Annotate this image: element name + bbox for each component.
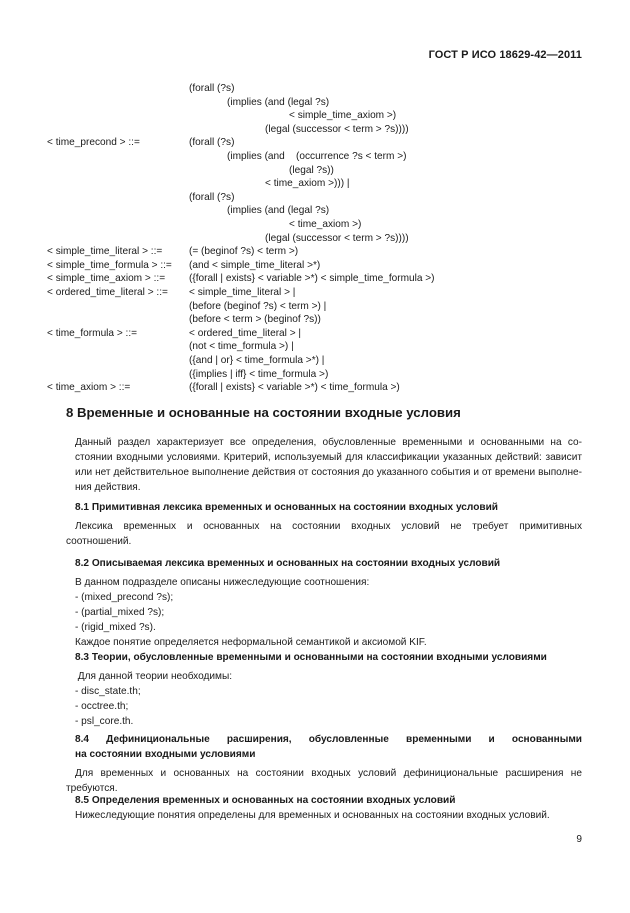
body-line: - (partial_mixed ?s);	[75, 607, 165, 618]
grammar-rule-body: (= (beginof ?s) < term >)	[189, 246, 299, 258]
section-8-title: 8 Временные и основанные на состоянии входные условия	[66, 405, 461, 420]
section-8-3-title: 8.3 Теории, обусловленные временными и основанными на состоянии входными условиями	[75, 652, 547, 663]
grammar-rule-name: < simple_time_literal > ::=	[47, 246, 163, 258]
grammar-rule-body: (legal (successor < term > ?s))))	[265, 123, 409, 135]
section-8-1-title: 8.1 Примитивная лексика временных и основанных на состоянии входных условий	[75, 502, 498, 513]
section-8-2-body	[66, 575, 582, 650]
intro-line: Данный раздел характеризует все определения, обусловленные временными и основанными на со-	[75, 437, 582, 448]
body-line: - occtree.th;	[75, 701, 129, 712]
body-line: В данном подразделе описаны нижеследующие соотношения:	[75, 577, 370, 588]
section-8-5-title: 8.5 Определения временных и основанных на состоянии входных условий	[75, 795, 456, 806]
body-line: Для временных и основанных на состоянии входных условий дефинициональные расширения не	[75, 768, 582, 779]
body-line: Каждое понятие определяется неформальной семантикой и аксиомой KIF.	[75, 637, 427, 648]
title-line: 8.4 Дефинициональные расширения, обусловленные временными и основанными	[75, 734, 582, 745]
grammar-rule-body: (forall (?s)	[189, 191, 235, 203]
body-line: Для данной теории необходимы:	[75, 671, 233, 682]
body-line: Нижеследующие понятия определены для временных и основанных на состоянии входных условий.	[75, 810, 550, 821]
intro-line: или нет действительное выполнение действия от состояния до указанного события и от времени выполне-	[75, 467, 582, 478]
grammar-rule-name: < time_formula > ::=	[47, 327, 138, 339]
grammar-rule-body: (implies (and (occurrence ?s < term >)	[227, 151, 407, 162]
section-8-4-title	[75, 732, 582, 762]
grammar-rule-body: < time_axiom >))) |	[265, 178, 350, 190]
grammar-rule-body: (legal ?s))	[289, 164, 334, 176]
body-line: - (rigid_mixed ?s).	[75, 622, 156, 633]
grammar-rule-body: < ordered_time_literal > |	[189, 327, 302, 339]
grammar-rule-body: ({forall | exists} < variable >*) < time_formula >)	[189, 382, 400, 394]
grammar-rule-body: < time_axiom >)	[289, 219, 362, 230]
grammar-rule-name: < simple_time_axiom > ::=	[47, 273, 166, 285]
grammar-rule-body: (before (beginof ?s) < term >) |	[189, 300, 327, 312]
body-line: - disc_state.th;	[75, 686, 141, 697]
grammar-rule-body: < simple_time_literal > |	[189, 287, 296, 298]
grammar-rule-body: (implies (and (legal ?s)	[227, 205, 330, 217]
body-line: требуются.	[66, 783, 118, 794]
grammar-rule-name: < time_precond > ::=	[47, 137, 140, 149]
grammar-rule-body: (implies (and (legal ?s)	[227, 96, 330, 108]
page-number: 9	[576, 834, 582, 845]
grammar-rule-body: (not < time_formula >) |	[189, 341, 294, 353]
grammar-rule-body: ({implies | iff} < time_formula >)	[189, 368, 329, 380]
document-header: ГОСТ Р ИСО 18629-42—2011	[428, 49, 582, 61]
body-line: Лексика временных и основанных на состоянии входных условий не требует примитивных	[75, 521, 582, 532]
grammar-rule-body: (forall (?s)	[189, 83, 235, 94]
grammar-rule-body: ({forall | exists} < variable >*) < simple_time_formula >)	[189, 273, 435, 285]
section-8-4-body	[66, 766, 582, 796]
grammar-rule-body: (and < simple_time_literal >*)	[189, 259, 321, 271]
intro-line: стоянии входными условиями. Критерий, используемый для классификации указанных действий: зависит	[75, 452, 582, 463]
grammar-rule-body: (forall (?s)	[189, 137, 235, 149]
section-8-5-body	[66, 808, 582, 823]
grammar-rule-name: < simple_time_formula > ::=	[47, 259, 172, 271]
grammar-rule-body: ({and | or} < time_formula >*) |	[189, 355, 325, 366]
grammar-rule-body: (before < term > (beginof ?s))	[189, 314, 321, 326]
title-line: на состоянии входными условиями	[75, 749, 256, 760]
body-line: соотношений.	[66, 536, 132, 547]
body-line: - (mixed_precond ?s);	[75, 592, 174, 603]
section-8-2-title: 8.2 Описываемая лексика временных и основанных на состоянии входных условий	[75, 558, 501, 569]
section-8-3-body	[66, 669, 582, 729]
grammar-rule-body: < simple_time_axiom >)	[289, 110, 397, 122]
section-8-intro	[66, 435, 582, 495]
body-line: - psl_core.th.	[75, 716, 134, 727]
grammar-rule-name: < time_axiom > ::=	[47, 382, 131, 394]
intro-line: ния действия.	[75, 482, 141, 493]
grammar-rule-name: < ordered_time_literal > ::=	[47, 287, 168, 298]
grammar-rule-body: (legal (successor < term > ?s))))	[265, 232, 409, 244]
section-8-1-body	[66, 519, 582, 549]
